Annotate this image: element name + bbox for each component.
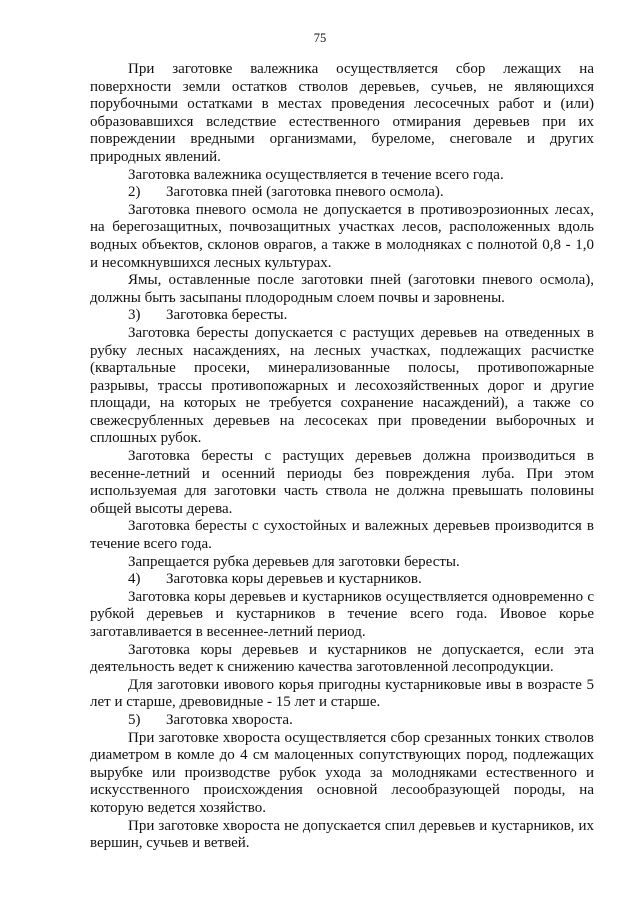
list-item-text: Заготовка пней (заготовка пневого осмола). xyxy=(166,184,444,201)
paragraph: При заготовке валежника осуществляется сбор лежащих на поверхности земли остатков стволов деревьев, сучьев, не являющихся порубочными остатками в местах проведения лесосечных работ и (или) образовавшихся вследствие естественного отмирания деревьев при их повреждении вредными организмами, буреломе, снеговале и других природных явлений. xyxy=(90,61,594,165)
paragraph: Заготовка валежника осуществляется в течение всего года. xyxy=(128,166,504,183)
list-item-text: Заготовка хвороста. xyxy=(166,711,293,728)
paragraph: При заготовке хвороста осуществляется сбор срезанных тонких стволов диаметром в комле до 4 см малоценных сопутствующих пород, подлежащих вырубке или производстве рубок ухода за молодняками естественного и искусственного происхождения основной лесообразующей породы, на которую ведется хозяйство. xyxy=(90,729,594,816)
document-body xyxy=(90,61,594,853)
paragraph: При заготовке хвороста не допускается спил деревьев и кустарников, их вершин, сучьев и ветвей. xyxy=(90,817,594,852)
paragraph: Заготовка бересты с растущих деревьев должна производиться в весенне-летний и осенний периоды без повреждения луба. При этом используемая для заготовки часть ствола не должна превышать половины общей высоты дерева. xyxy=(90,448,594,517)
list-item-number: 3) xyxy=(128,307,141,324)
list-item-number: 2) xyxy=(128,184,141,201)
paragraph: Заготовка коры деревьев и кустарников не допускается, если эта деятельность ведет к снижению качества заготовленной лесопродукции. xyxy=(90,641,594,676)
list-item-heading xyxy=(90,184,594,202)
paragraph: Заготовка пневого осмола не допускается в противоэрозионных лесах, на берегозащитных, почвозащитных участках лесов, расположенных вдоль водных объектов, склонов оврагов, а также в молодняках с полнотой 0,8 - 1,0 и несомкнувшихся лесных культурах. xyxy=(90,201,594,271)
list-item-heading xyxy=(90,712,594,730)
list-item-heading xyxy=(90,571,594,589)
list-item-text: Заготовка коры деревьев и кустарников. xyxy=(166,571,422,588)
page-number: 75 xyxy=(313,31,327,45)
paragraph: Для заготовки ивового корья пригодны кустарниковые ивы в возрасте 5 лет и старше, древовидные - 15 лет и старше. xyxy=(90,676,594,711)
list-item-number: 4) xyxy=(128,571,141,588)
list-item-number: 5) xyxy=(128,711,141,728)
paragraph: Заготовка бересты с сухостойных и валежных деревьев производится в течение всего года. xyxy=(90,518,594,553)
paragraph: Заготовка бересты допускается с растущих деревьев на отведенных в рубку лесных насаждениях, на лесных участках, подлежащих расчистке (квартальные просеки, минерализованные полосы, противопожарные разрывы, трассы противопожарных и лесохозяйственных дорог и другие площади, на которых не требуется сохранение насаждений), а также со свежесрубленных деревьев на лесосеках при проведении выборочных и сплошных рубок. xyxy=(90,324,594,447)
paragraph: Заготовка коры деревьев и кустарников осуществляется одновременно с рубкой деревьев и кустарников в течение всего года. Ивовое корье заготавливается в весеннее-летний период. xyxy=(90,588,594,640)
list-item-text: Заготовка бересты. xyxy=(166,307,288,324)
paragraph: Ямы, оставленные после заготовки пней (заготовки пневого осмола), должны быть засыпаны плодородным слоем почвы и заровнены. xyxy=(90,272,594,306)
list-item-heading xyxy=(90,307,594,325)
paragraph: Запрещается рубка деревьев для заготовки бересты. xyxy=(128,553,460,570)
